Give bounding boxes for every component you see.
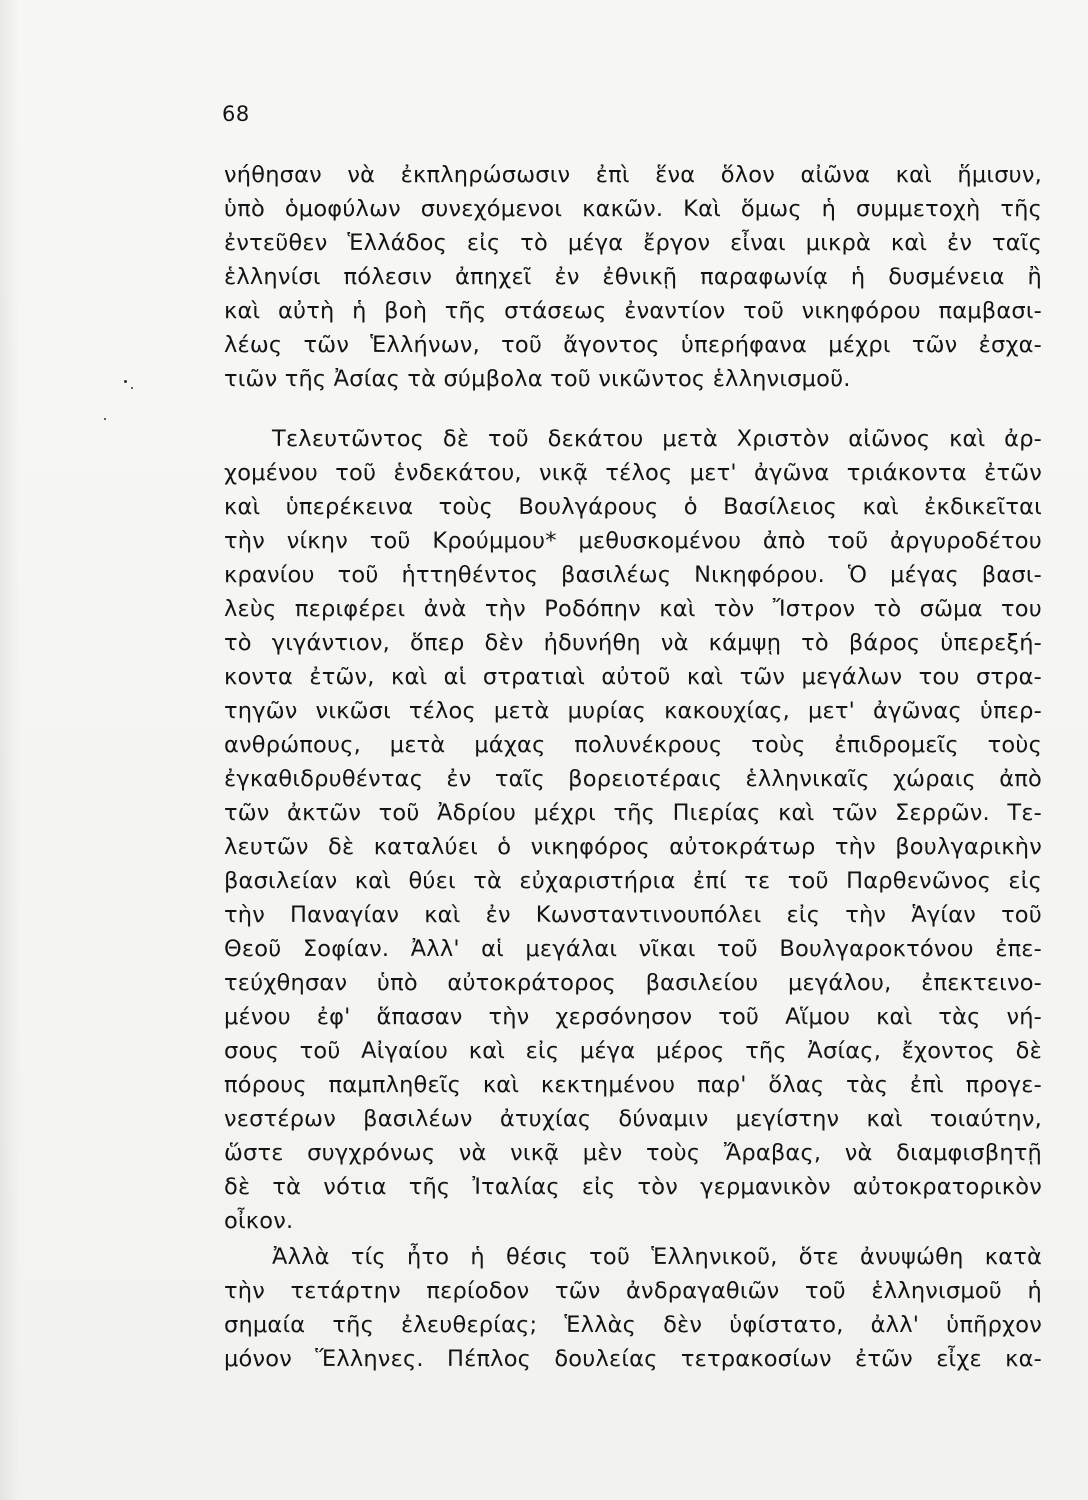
text-line: βασιλείαν καὶ θύει τὰ εὐχαριστήρια ἐπί τε τοῦ Παρθενῶνος εἰς — [224, 868, 1042, 894]
text-line: ἐγκαθιδρυθέντας ἐν ταῖς βορειοτέραις ἑλληνικαῖς χώραις ἀπὸ — [224, 766, 1042, 792]
text-line: τῶν ἀκτῶν τοῦ Ἀδρίου μέχρι τῆς Πιερίας καὶ τῶν Σερρῶν. Τε- — [224, 800, 1042, 826]
text-line: μένου ἐφ' ἅπασαν τὴν χερσόνησον τοῦ Αἵμου καὶ τὰς νή- — [224, 1004, 1042, 1030]
text-line: λέως τῶν Ἑλλήνων, τοῦ ἄγοντος ὑπερήφανα μέχρι τῶν ἐσχα- — [224, 332, 1042, 358]
text-line: τὴν νίκην τοῦ Κρούμμου* μεθυσκομένου ἀπὸ τοῦ ἀργυροδέτου — [224, 528, 1042, 554]
text-line: νήθησαν νὰ ἐκπληρώσωσιν ἐπὶ ἕνα ὅλον αἰῶνα καὶ ἥμισυν, — [224, 162, 1042, 188]
margin-speck — [124, 380, 127, 383]
paragraph-3 — [224, 1240, 1042, 1376]
text-line: μόνον Ἕλληνες. Πέπλος δουλείας τετρακοσίων ἐτῶν εἶχε κα- — [224, 1346, 1042, 1372]
text-line: ανθρώπους, μετὰ μάχας πολυνέκρους τοὺς ἐπιδρομεῖς τοὺς — [224, 732, 1042, 758]
text-line: δὲ τὰ νότια τῆς Ἰταλίας εἰς τὸν γερμανικὸν αὐτοκρατορικὸν — [224, 1174, 1042, 1200]
text-line: νεστέρων βασιλέων ἀτυχίας δύναμιν μεγίστην καὶ τοιαύτην, — [224, 1106, 1042, 1132]
page-edge-shadow — [0, 0, 20, 1500]
text-line: λευτῶν δὲ καταλύει ὁ νικηφόρος αὐτοκράτωρ τὴν βουλγαρικὴν — [224, 834, 1042, 860]
text-line: Τελευτῶντος δὲ τοῦ δεκάτου μετὰ Χριστὸν αἰῶνος καὶ ἀρ- — [272, 426, 1042, 452]
text-line: Θεοῦ Σοφίαν. Ἀλλ' αἱ μεγάλαι νῖκαι τοῦ Βουλγαροκτόνου ἐπε- — [224, 936, 1042, 962]
paragraph-1 — [224, 158, 1042, 396]
text-line: κοντα ἐτῶν, καὶ αἱ στρατιαὶ αὐτοῦ καὶ τῶν μεγάλων του στρα- — [224, 664, 1042, 690]
text-line: ὥστε συγχρόνως νὰ νικᾷ μὲν τοὺς Ἄραβας, νὰ διαμφισβητῇ — [224, 1140, 1042, 1166]
text-line: σους τοῦ Αἰγαίου καὶ εἰς μέγα μέρος τῆς Ἀσίας, ἔχοντος δὲ — [224, 1038, 1042, 1064]
text-line: χομένου τοῦ ἑνδεκάτου, νικᾷ τέλος μετ' ἀγῶνα τριάκοντα ἐτῶν — [224, 460, 1042, 486]
text-line: σημαία τῆς ἐλευθερίας; Ἑλλὰς δὲν ὑφίστατο, ἀλλ' ὑπῆρχον — [224, 1312, 1042, 1338]
text-line: τεύχθησαν ὑπὸ αὐτοκράτορος βασιλείου μεγάλου, ἐπεκτεινο- — [224, 970, 1042, 996]
text-line: λεὺς περιφέρει ἀνὰ τὴν Ροδόπην καὶ τὸν Ἴστρον τὸ σῶμα του — [224, 596, 1042, 622]
text-line: ἑλληνίσι πόλεσιν ἀπηχεῖ ἐν ἐθνικῇ παραφωνίᾳ ἡ δυσμένεια ἢ — [224, 264, 1042, 290]
text-line: τὴν Παναγίαν καὶ ἐν Κωνσταντινουπόλει εἰς τὴν Ἁγίαν τοῦ — [224, 902, 1042, 928]
body-text — [224, 158, 1042, 1376]
text-line: καὶ αὐτὴ ἡ βοὴ τῆς στάσεως ἐναντίον τοῦ νικηφόρου παμβασι- — [224, 298, 1042, 324]
text-line: τηγῶν νικῶσι τέλος μετὰ μυρίας κακουχίας, μετ' ἀγῶνας ὑπερ- — [224, 698, 1042, 724]
text-line: τιῶν τῆς Ἀσίας τὰ σύμβολα τοῦ νικῶντος ἑλληνισμοῦ. — [224, 366, 851, 392]
text-line: καὶ ὑπερέκεινα τοὺς Βουλγάρους ὁ Βασίλειος καὶ ἐκδικεῖται — [224, 494, 1042, 520]
text-line: ἐντεῦθεν Ἑλλάδος εἰς τὸ μέγα ἔργον εἶναι μικρὰ καὶ ἐν ταῖς — [224, 230, 1042, 256]
text-line: Ἀλλὰ τίς ἦτο ἡ θέσις τοῦ Ἑλληνικοῦ, ὅτε ἀνυψώθη κατὰ — [272, 1244, 1042, 1270]
paragraph-gap — [224, 396, 1042, 422]
text-line: τὸ γιγάντιον, ὅπερ δὲν ἠδυνήθη νὰ κάμψῃ τὸ βάρος ὑπερεξή- — [224, 630, 1042, 656]
text-line: οἶκον. — [224, 1208, 294, 1234]
text-line: τὴν τετάρτην περίοδον τῶν ἀνδραγαθιῶν τοῦ ἑλληνισμοῦ ἡ — [224, 1278, 1042, 1304]
paragraph-2 — [224, 422, 1042, 1238]
margin-speck — [131, 387, 133, 389]
page-number: 68 — [222, 102, 250, 126]
margin-speck — [104, 418, 106, 420]
text-line: πόρους παμπληθεῖς καὶ κεκτημένου παρ' ὅλας τὰς ἐπὶ προγε- — [224, 1072, 1042, 1098]
text-line: ὑπὸ ὁμοφύλων συνεχόμενοι κακῶν. Καὶ ὅμως ἡ συμμετοχὴ τῆς — [224, 196, 1042, 222]
text-line: κρανίου τοῦ ἡττηθέντος βασιλέως Νικηφόρου. Ὁ μέγας βασι- — [224, 562, 1042, 588]
